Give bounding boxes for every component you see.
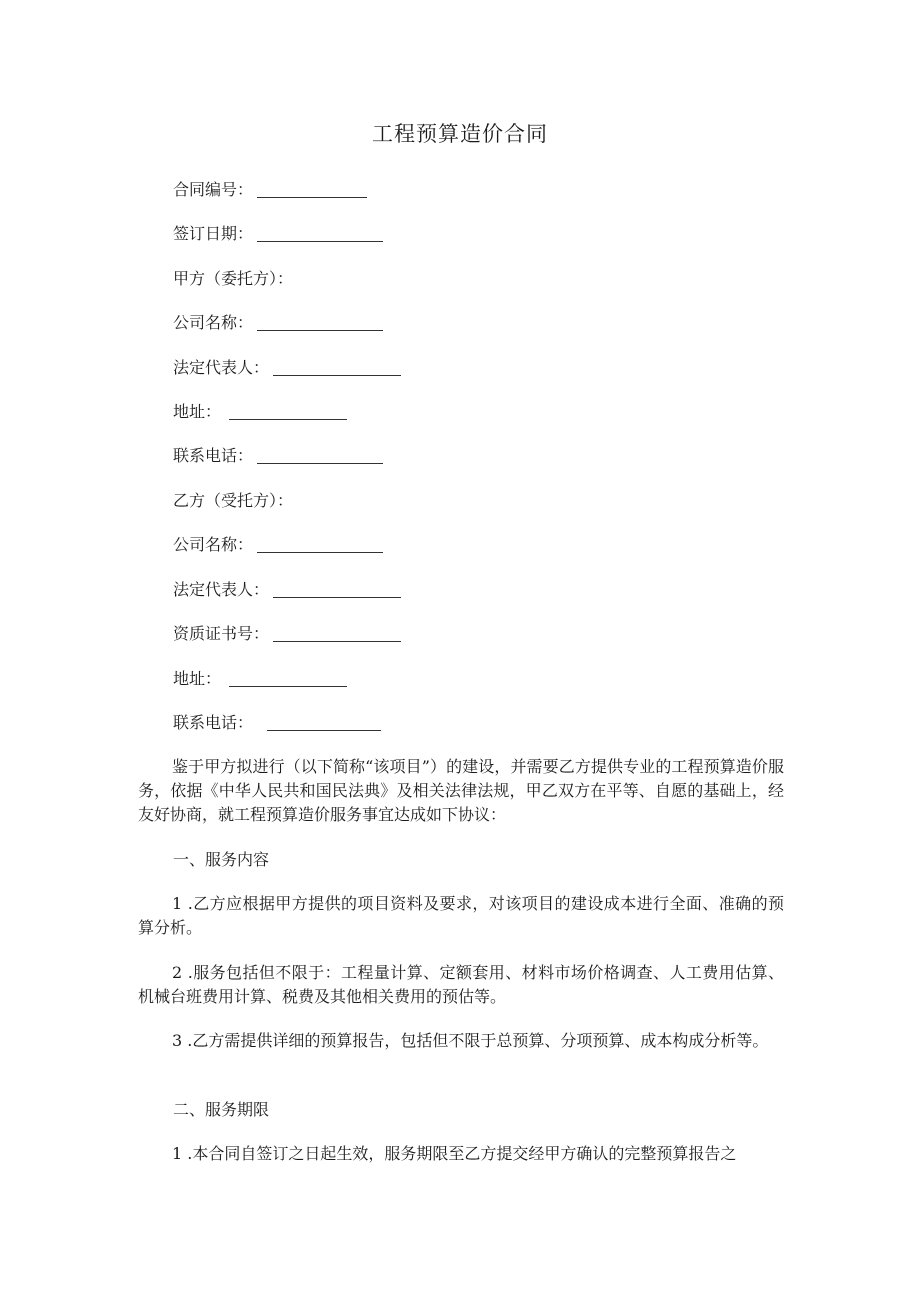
field-party-a-phone [173, 444, 383, 468]
blank-line [273, 583, 401, 598]
field-label: 地址： [173, 402, 222, 421]
blank-line [257, 227, 383, 242]
field-party-b-certificate [173, 622, 401, 646]
blank-line [257, 538, 383, 553]
field-label: 乙方（受托方）： [173, 491, 294, 510]
section-heading-service-period: 二、服务期限 [173, 1100, 270, 1119]
blank-line [273, 627, 401, 642]
field-label: 资质证书号： [173, 624, 270, 643]
clause-2-1: 1 .本合同自签订之日起生效，服务期限至乙方提交经甲方确认的完整预算报告之 [172, 1144, 737, 1163]
blank-line [257, 183, 367, 198]
clause-1-1: 1 .乙方应根据甲方提供的项目资料及要求，对该项目的建设成本进行全面、准确的预算分析。 [138, 894, 784, 937]
blank-line [267, 716, 381, 731]
blank-line [257, 316, 383, 331]
party-a-heading [173, 267, 293, 291]
field-label: 联系电话： [173, 713, 254, 732]
field-party-a-address [173, 400, 347, 424]
preamble-paragraph: 鉴于甲方拟进行（以下简称“该项目”）的建设，并需要乙方提供专业的工程预算造价服务，依据《中华人民共和国民法典》及相关法律法规，甲乙双方在平等、自愿的基础上，经友好协商，就工程预算造价服务事宜达成如下协议： [138, 757, 784, 824]
blank-line [257, 449, 383, 464]
blank-line [229, 672, 347, 687]
field-label: 公司名称： [173, 313, 254, 332]
field-party-a-company [173, 311, 383, 335]
field-party-b-representative [173, 578, 401, 602]
section-heading-service-content: 一、服务内容 [173, 850, 270, 869]
document-title: 工程预算造价合同 [372, 122, 548, 146]
field-label: 合同编号： [173, 180, 254, 199]
field-label: 甲方（委托方）： [173, 269, 294, 288]
field-party-a-representative [173, 356, 401, 380]
field-sign-date [173, 222, 383, 246]
field-label: 签订日期： [173, 224, 254, 243]
party-b-heading [173, 489, 293, 513]
field-contract-number [173, 178, 367, 202]
blank-line [273, 361, 401, 376]
field-label: 法定代表人： [173, 580, 270, 599]
field-label: 法定代表人： [173, 358, 270, 377]
clause-1-3: 3 .乙方需提供详细的预算报告，包括但不限于总预算、分项预算、成本构成分析等。 [172, 1031, 769, 1050]
clause-1-2: 2 .服务包括但不限于：工程量计算、定额套用、材料市场价格调查、人工费用估算、机械台班费用计算、税费及其他相关费用的预估等。 [138, 963, 784, 1006]
field-party-b-phone [173, 711, 381, 735]
field-label: 地址： [173, 669, 222, 688]
field-party-b-company [173, 533, 383, 557]
field-party-b-address [173, 667, 347, 691]
field-label: 公司名称： [173, 535, 254, 554]
blank-line [229, 405, 347, 420]
field-label: 联系电话： [173, 446, 254, 465]
